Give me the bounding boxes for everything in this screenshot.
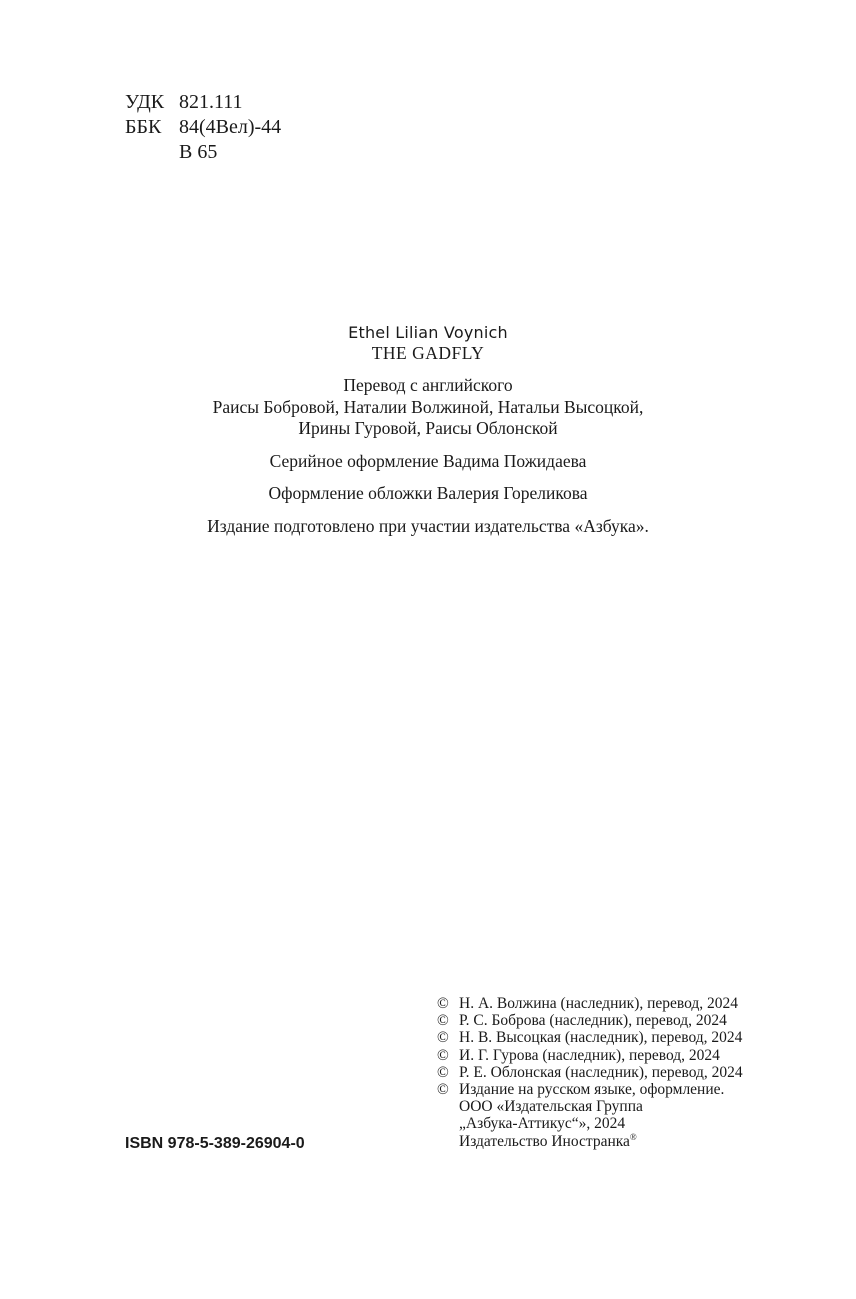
publisher-imprint-name: Издательство Иностранка — [459, 1132, 630, 1150]
copyright-entry — [437, 995, 743, 1012]
translation-line-2: Раисы Бобровой, Наталии Волжиной, Натальи Высоцкой, — [212, 396, 644, 417]
publisher-note: Издание подготовлено при участии издательства «Азбука». — [207, 515, 649, 536]
original-title-block — [0, 322, 856, 364]
cover-design-credit: Оформление обложки Валерия Гореликова — [268, 483, 588, 503]
copyright-icon: © — [437, 1029, 449, 1047]
publisher-line-1: ООО «Издательская Группа — [459, 1098, 643, 1116]
copyright-text: Р. С. Боброва (наследник), перевод, 2024 — [459, 1012, 727, 1030]
isbn: ISBN 978-5-389-26904-0 — [125, 1135, 305, 1152]
translation-line-3: Ирины Гуровой, Раисы Облонской — [298, 418, 558, 438]
copyright-entry — [437, 1047, 743, 1064]
registered-trademark-icon: ® — [629, 1131, 637, 1142]
publisher-line-2: „Азбука-Аттикус“», 2024 — [459, 1115, 626, 1133]
copyright-text: И. Г. Гурова (наследник), перевод, 2024 — [459, 1046, 720, 1064]
original-author: Ethel Lilian Voynich — [348, 323, 508, 342]
bbk-value: 84(4Вел)-44 — [179, 116, 282, 138]
copyright-entry — [437, 1012, 743, 1029]
copyright-text: Издание на русском языке, оформление. — [459, 1081, 725, 1099]
copyright-icon: © — [437, 1081, 449, 1099]
copyright-entry — [437, 1081, 743, 1098]
author-mark-row — [125, 140, 281, 165]
copyright-icon: © — [437, 1046, 449, 1064]
copyright-entry — [437, 1064, 743, 1081]
copyright-icon: © — [437, 1012, 449, 1030]
udk-row — [125, 90, 281, 115]
copyright-text: Р. Е. Облонская (наследник), перевод, 2024 — [459, 1063, 743, 1081]
copyright-text: Н. А. Волжина (наследник), перевод, 2024 — [459, 995, 739, 1012]
copyright-text: Н. В. Высоцкая (наследник), перевод, 2024 — [459, 1029, 743, 1047]
bbk-row — [125, 115, 281, 140]
copyright-icon: © — [437, 995, 449, 1012]
series-design-credit: Серийное оформление Вадима Пожидаева — [269, 450, 587, 471]
publisher-line-3 — [437, 1133, 743, 1150]
copyright-entry — [437, 1029, 743, 1046]
copyright-icon: © — [437, 1063, 449, 1081]
udk-label: УДК — [125, 91, 165, 113]
original-title: THE GADFLY — [371, 343, 485, 363]
bbk-label: ББК — [125, 116, 162, 138]
author-mark: В 65 — [179, 141, 218, 163]
copyright-block — [437, 995, 743, 1150]
credits-block — [0, 375, 856, 537]
translation-line-1: Перевод с английского — [343, 375, 513, 395]
udk-value: 821.111 — [179, 91, 243, 113]
classification-codes — [125, 90, 281, 165]
